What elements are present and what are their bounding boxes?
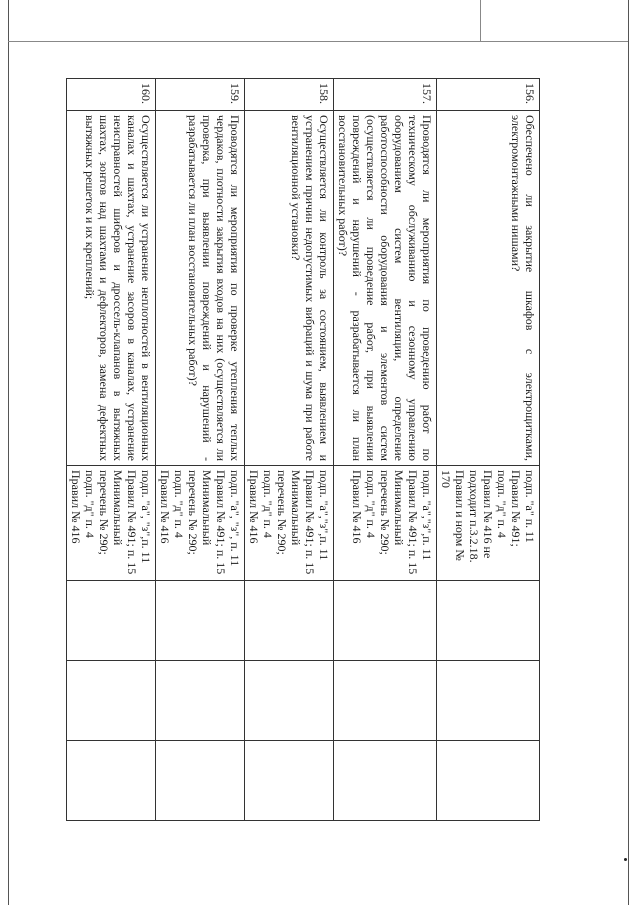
scan-fold-line [8, 41, 628, 42]
row-number: 158. [245, 79, 334, 111]
row-number: 156. [437, 79, 540, 111]
answer-yes-cell[interactable] [334, 581, 437, 661]
row-number: 160. [67, 79, 156, 111]
table-row [334, 79, 437, 821]
row-number: 157. [334, 79, 437, 111]
answer-na-cell[interactable] [156, 741, 245, 821]
answer-no-cell[interactable] [437, 661, 540, 741]
answer-yes-cell[interactable] [245, 581, 334, 661]
legal-reference: подп. "а","з",п. 11 Правил № 491; п. 15 Минимальный перечень № 290; подп. "д" п. 4 Правил № 416 [245, 466, 334, 581]
answer-na-cell[interactable] [437, 741, 540, 821]
answer-na-cell[interactable] [67, 741, 156, 821]
question-text: Осуществляется ли контроль за состоянием, выявлением и устранением причин недопустимых вибраций и шума при работе вентиляционной установки? [245, 111, 334, 466]
answer-yes-cell[interactable] [156, 581, 245, 661]
question-text: Проводятся ли мероприятия по проверке утепления теплых чердаков, плотности закрытия входов на них (осуществляется ли проверка, при выявлении повреждений и нарушений - разрабатывается ли план восстановительных работ)? [156, 111, 245, 466]
scan-border-right [628, 0, 629, 905]
table-row [437, 79, 540, 821]
legal-reference: подп. "а", "з", п. 11 Правил № 491; п. 15 Минимальный перечень № 290; подп. "д" п. 4 Правил № 416 [156, 466, 245, 581]
answer-yes-cell[interactable] [67, 581, 156, 661]
question-text: Осуществляется ли устранение неплотностей в вентиляционных каналах и шахтах, устранение засоров в каналах, устранение неисправностей шиберов и дроссель-клапанов в вытяжных шахтах, зонтов над шахтами и дефлекторов, замена дефектных вытяжных решеток и их креплений; [67, 111, 156, 466]
legal-reference: подп. "а", "з",п. 11 Правил № 491; п. 15 Минимальный перечень № 290; подп. "д" п. 4 Правил № 416 [67, 466, 156, 581]
answer-na-cell[interactable] [245, 741, 334, 821]
answer-yes-cell[interactable] [437, 581, 540, 661]
answer-no-cell[interactable] [245, 661, 334, 741]
answer-no-cell[interactable] [67, 661, 156, 741]
row-number: 159. [156, 79, 245, 111]
scan-speck [624, 858, 627, 861]
answer-no-cell[interactable] [334, 661, 437, 741]
table-row [245, 79, 334, 821]
legal-reference: подп. "а","з",п. 11 Правил № 491; п. 15 Минимальный перечень № 290; подп. "д" п. 4 Правил № 416 [334, 466, 437, 581]
legal-reference: подп. "а" п. 11 Правил № 491; подп. "д" п. 4 Правил № 416 не подходит п.3.2.18. Правил и норм № 170 [437, 466, 540, 581]
scan-border-left [8, 0, 9, 905]
scan-fold-divider [480, 0, 481, 41]
answer-na-cell[interactable] [334, 741, 437, 821]
table-row [156, 79, 245, 821]
question-text: Проводятся ли мероприятия по проведению работ по техническому обслуживанию и сезонному управлению оборудованием систем вентиляции, определение работоспособности оборудования и элементов систем (осуществляется ли проведение работ, при выявлении повреждений и нарушений - разрабатывается ли план восстановительных работ)? [334, 111, 437, 466]
question-text: Обеспечено ли закрытие шкафов с электрощитками, электромонтажными нишами? [437, 111, 540, 466]
answer-no-cell[interactable] [156, 661, 245, 741]
checklist-table [66, 78, 540, 821]
rotated-table-wrapper [69, 78, 540, 820]
table-row [67, 79, 156, 821]
